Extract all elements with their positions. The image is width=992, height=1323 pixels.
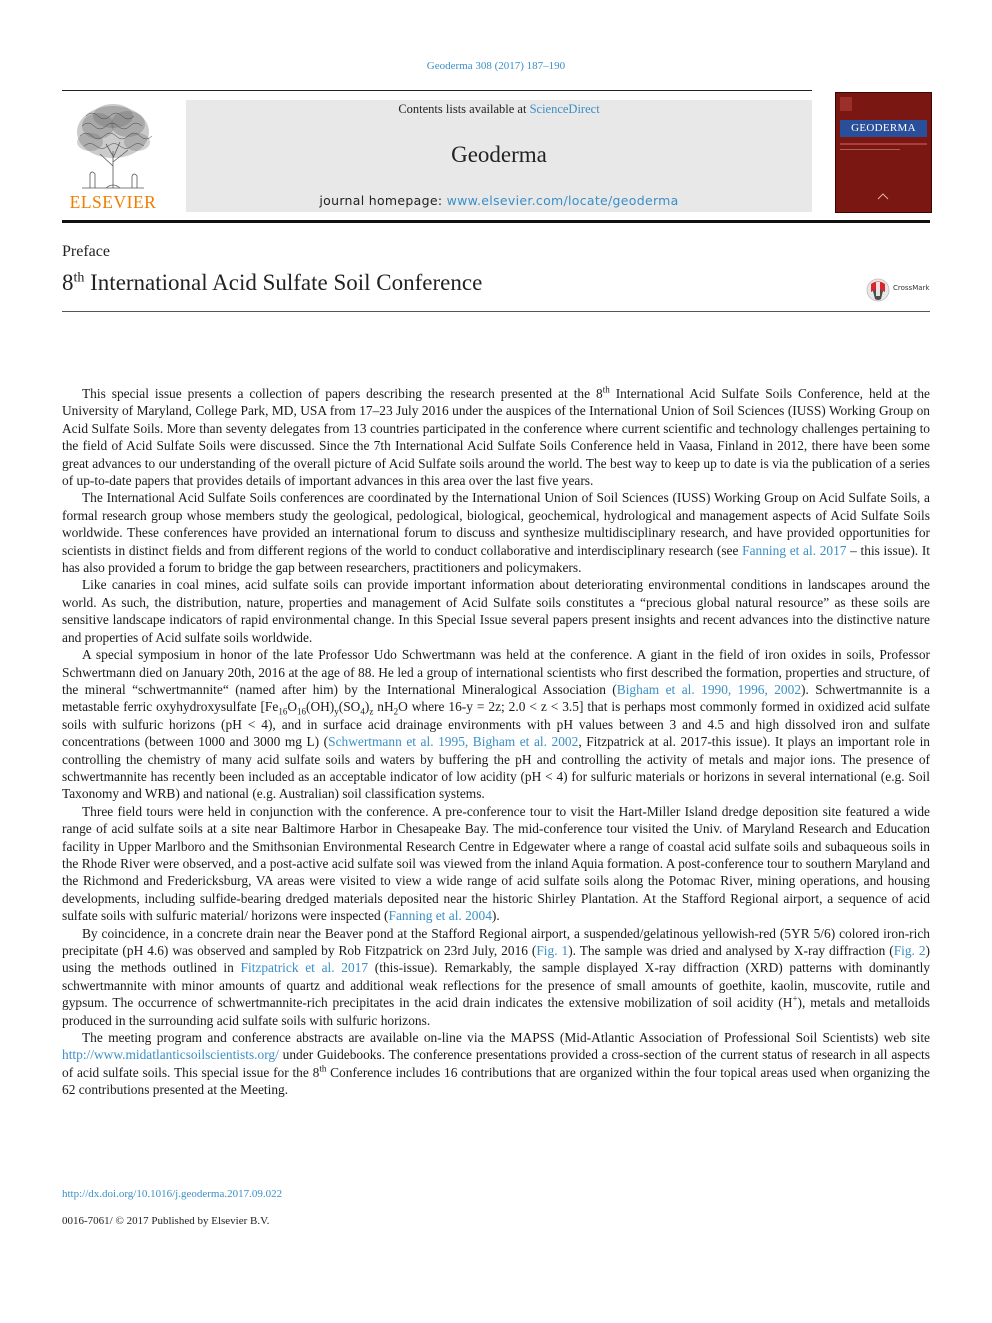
cover-decoration-icon <box>836 93 931 212</box>
superscript: + <box>792 993 798 1004</box>
figure-link[interactable]: Fig. 2 <box>893 943 926 958</box>
text-run: (SO <box>338 699 361 715</box>
text-run: O where 16-y = 2z; 2.0 < z < 3.5] that is perhaps most commonly formed in oxidized acid sulfate soils with sulfuric horizons (pH < 4), and in surface acid drainage environments with pH values between 3 and 4.5 and high dissolved iron and sulfate concentrations (between 1000 and 3000 mg L) ( <box>62 699 930 750</box>
text-run: ) using the methods outlined in <box>62 943 930 976</box>
journal-cover-image[interactable] <box>835 92 932 213</box>
text-run: under Guidebooks. The conference presentations provided a cross-section of the current status of research in all aspects of acid sulfate soils. This special issue for the 8 <box>62 1047 930 1080</box>
text-run: (this-issue). Remarkably, the sample displayed X-ray diffraction (XRD) patterns with dominantly schwertmannite with minor amounts of quartz and additional weak reflections for the presence of small amounts of goethite, kaolin, muscovite, rutile and gypsum. The occurrence of schwertmannite-rich precipitates in the acid drain indicates the extensive mobilization of soil acidity (H <box>62 960 930 1011</box>
website-link[interactable]: http://www.midatlanticsoilscientists.org/ <box>62 1047 279 1063</box>
article-type: Preface <box>62 243 110 260</box>
doi-link[interactable]: http://dx.doi.org/10.1016/j.geoderma.2017.09.022 <box>62 1188 283 1200</box>
text-run: ). Schwertmannite is a metastable ferric oxyhydroxysulfate [Fe <box>62 681 930 715</box>
text-run: ). The sample was dried and analysed by X-ray diffraction ( <box>568 943 894 958</box>
text-run: (OH) <box>306 699 335 715</box>
sciencedirect-link[interactable]: ScienceDirect <box>529 102 600 116</box>
title-superscript: th <box>73 270 85 286</box>
subscript: 16 <box>297 706 306 717</box>
article-body <box>62 385 930 1099</box>
text-run: This special issue presents a collection of papers describing the research presented at the 8 <box>82 386 603 401</box>
text-run: International Acid Sulfate Soils Conference, held at the University of Maryland, College Park, MD, USA from 17–23 July 2016 under the auspices of the International Union of Soil Sciences (IUSS) Working Group on Acid Sulfate Soils. More than seventy delegates from 13 countries participated in the conference where current scientific and technology challenges pertaining to the field of Acid Sulfate Soils were discussed. Since the 7th International Acid Sulfate Soils Conference held in Vaasa, Finland in 2012, there have been some great advances to our understanding of the overall picture of Acid Sulfate soils around the world. The best way to keep up to date is via the publication of a series of up-to-date papers that provides details of important advances in this area over the last five years. <box>62 386 930 489</box>
text-run: nH <box>373 699 394 715</box>
crossmark-label: CrossMark <box>893 284 930 292</box>
paragraph-5 <box>62 803 930 925</box>
text-run: Three field tours were held in conjunction with the conference. A pre-conference tour to visit the Hart-Miller Island dredge deposition site featured a wide range of acid sulfate soils at a site near Baltimore Harbor in Chesapeake Bay. The mid-conference tour visited the Univ. of Maryland Research and Education facility in Upper Marlboro and the Smithsonian Environmental Research Centre in Edgewater where a range of coastal acid sulfate soils and subaqueous soils in the Rhode River were observed, and a post-active acid sulfate soil was viewed from the inland Aquia formation. A post-conference tour to southern Maryland and the Richmond and Fredericksburg, VA areas were visited to view a wide range of acid sulfate soils along the Potomac River, mining operations, and housing developments, including sulfide-bearing dredged materials deposited near the historic Shirley Plantation. At the Stafford Regional airport, a sequence of acid sulfate soils with sulfuric material/ horizons were inspected ( <box>62 803 930 924</box>
paragraph-2 <box>62 489 930 576</box>
paragraph-1 <box>62 385 930 489</box>
contents-line <box>186 102 812 117</box>
title-text: International Acid Sulfate Soil Conference <box>84 270 483 295</box>
crossmark-icon <box>866 278 890 302</box>
subscript: 16 <box>278 706 288 717</box>
text-run: The International Acid Sulfate Soils conferences are coordinated by the International Union of Soil Sciences (IUSS) Working Group on Acid Sulfate Soils, a formal research group whose members study the geological, pedological, biological, geochemical, hydrological and management aspects of Acid Sulfate Soils worldwide. These conferences have provided an international forum to discuss and synthesize multidisciplinary research, and have provided opportunities for scientists in distinct fields and from different regions of the world to conduct collaborative and interdisciplinary research (see <box>62 490 930 558</box>
superscript: th <box>602 384 610 395</box>
figure-link[interactable]: Fig. 1 <box>536 943 569 958</box>
journal-masthead <box>186 100 812 212</box>
paragraph-6 <box>62 925 930 1029</box>
header-thick-rule <box>62 220 930 223</box>
article-footer <box>62 1188 282 1227</box>
text-run: , Fitzpatrick at al. 2017-this issue). It plays an important role in controlling the chemistry of many acid sulfate soils and waters by buffering the pH and controlling the activity of metals and major ions. The presence of schwertmannite has recently been included as an acceptable indicator of low acidity (pH < 4) for sulfuric materials or horizons in several international (e.g. Soil Taxonomy and WRB) and national (e.g. Australian) soil classification systems. <box>62 734 930 802</box>
article-title <box>62 270 482 296</box>
subscript: 2 <box>393 706 399 717</box>
text-run: – this issue). It has also provided a forum to bridge the gap between researchers, practitioners and policymakers. <box>62 542 930 576</box>
subscript: 4 <box>360 706 365 717</box>
paragraph-3: Like canaries in coal mines, acid sulfate soils can provide important information about deteriorating environmental conditions in landscapes around the world. As such, the distribution, nature, properties and management of Acid Sulfate soils constitutes a “precious global natural resource” as these soils are sensitive landscape indicators of rapid environmental change. In this Special Issue several papers present insights and recent advances into the distinctive nature and properties of Acid sulfate soils worldwide. <box>62 577 930 645</box>
text-run: ). <box>491 908 500 924</box>
paragraph-7 <box>62 1029 930 1099</box>
reference-link[interactable]: Fanning et al. 2004 <box>388 908 492 924</box>
journal-citation[interactable]: Geoderma 308 (2017) 187–190 <box>426 60 566 72</box>
journal-homepage-line <box>186 193 812 208</box>
cover-title: GEODERMA <box>840 120 927 137</box>
text-run: ), metals and metalloids produced in the surrounding acid sulfate soils with sulfuric horizons. <box>62 995 930 1028</box>
text-run: O <box>287 699 297 715</box>
header-rule <box>62 90 812 91</box>
title-rule <box>62 311 930 312</box>
text-run: The meeting program and conference abstracts are available on-line via the MAPSS (Mid-Atlantic Association of Professional Soil Scientists) web site <box>82 1030 930 1046</box>
reference-link[interactable]: Fanning et al. 2017 <box>742 542 847 558</box>
text-run: A special symposium in honor of the late Professor Udo Schwertmann was held at the conference. A giant in the field of iron oxides in soils, Professor Schwertmann died on January 20th, 2016 at the age of 88. He led a group of international scientists who first described the formation, properties and structure, of the mineral “schwertmannite“ (named after him) by the International Mineralogical Association ( <box>62 647 930 697</box>
copyright-line: 0016-7061/ © 2017 Published by Elsevier B.V. <box>62 1215 270 1227</box>
reference-link[interactable]: Schwertmann et al. 1995, Bigham et al. 2002 <box>328 734 579 750</box>
text-run: By coincidence, in a concrete drain near the Beaver pond at the Stafford Regional airport, a suspended/gelatinous yellowish-red (5YR 5/6) colored iron-rich precipitate (pH 4.6) was observed and sampled by Rob Fitzpatrick on 23rd July, 2016 ( <box>62 925 930 958</box>
reference-link[interactable]: Fitzpatrick et al. 2017 <box>240 960 369 976</box>
journal-homepage-link[interactable]: www.elsevier.com/locate/geoderma <box>446 193 679 208</box>
journal-name: Geoderma <box>451 142 547 167</box>
subscript: y <box>334 706 339 717</box>
reference-link[interactable]: Bigham et al. 1990, 1996, 2002 <box>616 681 802 697</box>
text-run: ) <box>364 699 370 715</box>
crossmark-button[interactable] <box>866 278 932 302</box>
subscript: z <box>369 706 374 717</box>
homepage-prefix: journal homepage: <box>319 193 447 208</box>
superscript: th <box>319 1063 327 1074</box>
elsevier-wordmark: ELSEVIER <box>69 192 157 212</box>
text-run: Conference includes 16 contributions that are organized within the four topical areas used when organizing the 62 contributions presented at the Meeting. <box>62 1064 930 1098</box>
title-number: 8 <box>62 270 74 295</box>
contents-prefix: Contents lists available at <box>398 102 530 116</box>
paragraph-4 <box>62 646 930 803</box>
